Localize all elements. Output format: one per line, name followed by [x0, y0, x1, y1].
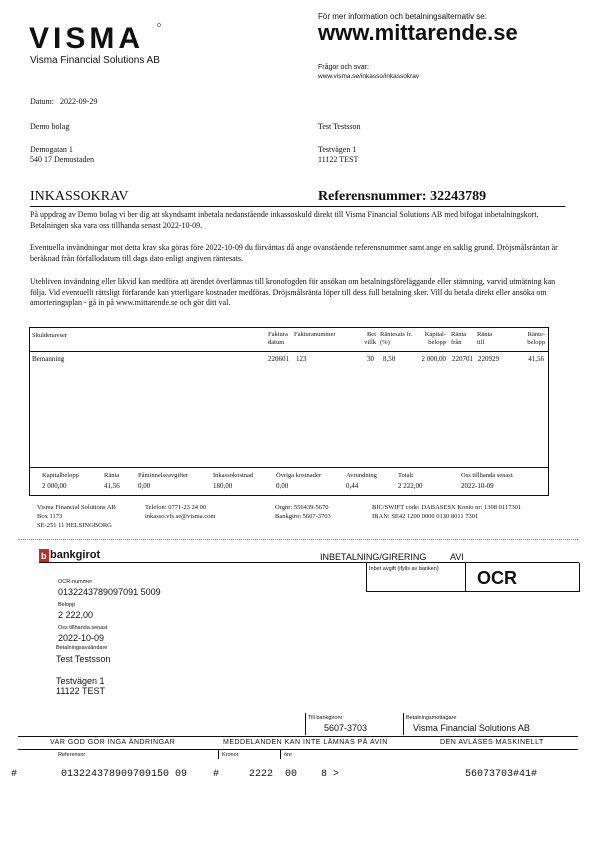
col-invoice-date: Faktura datum: [268, 331, 288, 346]
slip-avi: AVI: [450, 552, 464, 562]
footer-company: Visma Financial Solutions AB: [37, 504, 116, 511]
sum-due-label: Oss tillhanda senast: [461, 472, 513, 479]
ocr-value: 0132243789097091 5009: [58, 587, 161, 597]
notice-bottom-line: [18, 749, 578, 750]
sum-reminder-label: Påminnelseavgifter: [138, 472, 189, 479]
ocr-line-ore: 00: [285, 769, 298, 780]
ocr-line-bankgiro: 56073703#41#: [465, 769, 538, 780]
table-summary-divider: [29, 467, 549, 468]
row-interest-to: 220929: [478, 355, 499, 363]
sum-interest-value: 41,56: [104, 482, 120, 490]
sum-collection-value: 180,00: [213, 482, 233, 490]
sum-total-value: 2 222,00: [398, 482, 423, 490]
notice-machine-read: DEN AVLÄSES MASKINELLT: [440, 739, 544, 746]
payer-label: Betalningsavsändare: [56, 645, 108, 651]
date-line: [30, 97, 97, 106]
row-creditor: Bemanning: [32, 355, 65, 363]
recipient-street: Testvägen 1: [318, 145, 357, 154]
bankgirot-icon: [39, 549, 49, 562]
ore-divider: [280, 749, 281, 759]
faq-link[interactable]: www.visma.se/inkasso/inkassokrav: [318, 73, 420, 80]
col-capital: Kapital-belopp: [424, 331, 446, 346]
reference-number: Referensnummer: 32243789: [318, 189, 487, 204]
ref-label: Referensnr: [58, 752, 86, 758]
body-paragraph-1: På uppdrag av Demo bolag vi ber dig att skyndsamt inbetala nedanstående inkassoskuld direkt till Visma Financial Solutions AB med bifogat inbetalningskort. Betalningen ska vara oss tillhanda senast 2022-10-09.: [30, 210, 539, 230]
title-divider: [30, 206, 565, 207]
sender-name: Demo bolag: [30, 122, 70, 131]
ocr-badge: OCR: [477, 568, 517, 588]
due-label: Oss tillhanda senast: [58, 625, 108, 631]
faq-label: Frågor och svar:: [318, 64, 369, 71]
row-rate: 8,50: [383, 355, 396, 363]
notice-no-messages: MEDDELANDEN KAN INTE LÄMNAS PÅ AVIN: [223, 739, 388, 746]
receiver-value: Visma Financial Solutions AB: [413, 723, 530, 733]
row-capital: 2 000,00: [421, 355, 446, 363]
info-label: För mer information och betalningsalternativ se:: [318, 12, 487, 21]
ocr-line-hash-mid: #: [213, 769, 220, 780]
date-label: Datum:: [30, 97, 54, 106]
row-invoice-date: 220601: [268, 355, 289, 363]
payer-city: 11122 TEST: [56, 686, 106, 696]
footer-address: [37, 503, 116, 530]
to-bg-value: 5607-3703: [324, 723, 368, 733]
notice-no-changes: VAR GOD GÖR INGA ÄNDRINGAR: [50, 739, 176, 746]
ocr-line-kronor: 2222: [249, 769, 274, 780]
ocr-line-hash-start: #: [11, 769, 18, 780]
sum-interest-label: Ränta: [104, 472, 120, 479]
footer-iban: IBAN: SE42 1200 0000 0130 8011 7301: [372, 513, 479, 520]
fee-box-divider: [465, 563, 466, 592]
row-invoice-number: 123: [296, 355, 307, 363]
debt-table: [29, 327, 549, 496]
slip-type: INBETALNING/GIRERING: [320, 552, 427, 562]
sum-capital-value: 2 000,00: [42, 482, 67, 490]
notice-top-line: [18, 736, 578, 737]
sum-other-label: Övriga kostnader: [276, 472, 321, 479]
ocr-line-reference: 013224378909709150 09: [61, 769, 188, 780]
perforation-line: [18, 539, 578, 540]
sum-other-value: 0,00: [276, 482, 289, 490]
receiver-label: Betalningsmottagare: [406, 715, 457, 721]
recipient-name: Test Testsson: [318, 122, 361, 131]
visma-logo: [29, 16, 169, 57]
col-interest-amount: Ränte-belopp: [527, 331, 545, 346]
website-link[interactable]: www.mittarende.se: [318, 20, 518, 45]
svg-text:b: b: [41, 551, 47, 561]
logo-text: VISMA: [29, 22, 145, 52]
footer-orgnr: Orgnr: 556439-5670: [275, 504, 329, 511]
body-paragraph-2: Eventuella invändningar mot detta krav ska göras före 2022-10-09 du förväntas då ange ovanstående referensnummer samt ange en saklig grund. Dröjsmålsräntan är beräknad från förfallodatum till dags dato enligt angiven räntesats.: [30, 243, 558, 263]
body-paragraph-3: Utebliven invändning eller likvid kan medföra att ärendet överlämnas till kronofogden för ansökan om betalningsföreläggande eller stämning, varvid utmätning kan följa. Vid eventuellt rättsligt förfarande kan ytterligare kostnader medföras. Dröjsmålsränta löper till dess full betalning sker. Vill du betala direkt eller ansöka om amorteringsplan - gå in på www.mittarende.se och gör ditt val.: [30, 277, 556, 307]
table-header-divider: [29, 351, 549, 352]
kronor-divider: [218, 749, 219, 759]
sum-rounding-value: 0,44: [346, 482, 359, 490]
footer-bank: [372, 503, 521, 521]
receiver-box-left: [403, 713, 404, 735]
footer-org: [275, 503, 331, 521]
row-terms: 30: [367, 355, 374, 363]
ocr-label: OCR-nummer: [58, 579, 93, 585]
footer-bankgiro: Bankgiro: 5607-3703: [275, 513, 331, 520]
footer-bic: BIC/SWIFT code: DABASESX Konto nr: 1308 0117301: [372, 504, 522, 511]
ocr-line-check: 8 >: [321, 769, 340, 780]
sum-reminder-value: 0,00: [138, 482, 151, 490]
footer-email[interactable]: inkasso.vfs.se@visma.com: [145, 513, 216, 520]
fee-label: Inbet avgift (ifylls av banken): [369, 566, 439, 572]
amount-value: 2 222,00: [58, 610, 94, 620]
date-value: 2022-09-29: [60, 97, 98, 106]
sum-rounding-label: Avrundning: [346, 472, 377, 479]
row-interest-from: 220701: [452, 355, 473, 363]
due-value: 2022-10-09: [58, 633, 105, 643]
row-interest-amount: 41,56: [528, 355, 544, 363]
col-interest-from: Ränta från: [451, 331, 467, 346]
sum-capital-label: Kapitalbelopp: [42, 472, 79, 479]
ore-label: öre: [284, 752, 292, 758]
recipient-city: 11122 TEST: [318, 155, 359, 164]
sum-collection-label: Inkassokostnad: [213, 472, 254, 479]
sender-street: Demogatan 1: [30, 145, 73, 154]
footer-phone: Telefon: 0771-23 24 00: [145, 504, 207, 511]
col-interest-to: Ränta till: [477, 331, 493, 346]
company-name: Visma Financial Solutions AB: [30, 55, 160, 66]
to-bg-label: Till bankgironr: [308, 715, 343, 721]
footer-city: SE-251 11 HELSINGBORG: [37, 522, 112, 529]
col-invoice-number: Fakturanummer: [294, 331, 336, 338]
kronor-label: Kronor: [222, 752, 239, 758]
col-rate: Räntesats fr. (%): [380, 331, 413, 346]
to-bg-box-left: [305, 713, 306, 735]
col-terms: Bet villk: [364, 331, 376, 346]
sum-due-value: 2022-10-09: [461, 482, 494, 490]
amount-label: Belopp: [58, 602, 76, 608]
sum-total-label: Totalt: [398, 472, 414, 479]
visma-logo-graphic: [29, 16, 169, 52]
sender-city: 540 17 Demostaden: [30, 155, 94, 164]
col-creditor: Skuldenavser: [32, 332, 68, 339]
bankgirot-brand: bankgirot: [50, 549, 101, 561]
document-title: INKASSOKRAV: [30, 189, 129, 204]
footer-box: Box 1173: [37, 513, 63, 520]
payer-street: Testvägen 1: [56, 676, 105, 686]
footer-contact: [145, 503, 215, 521]
payer-name: Test Testsson: [56, 654, 111, 664]
